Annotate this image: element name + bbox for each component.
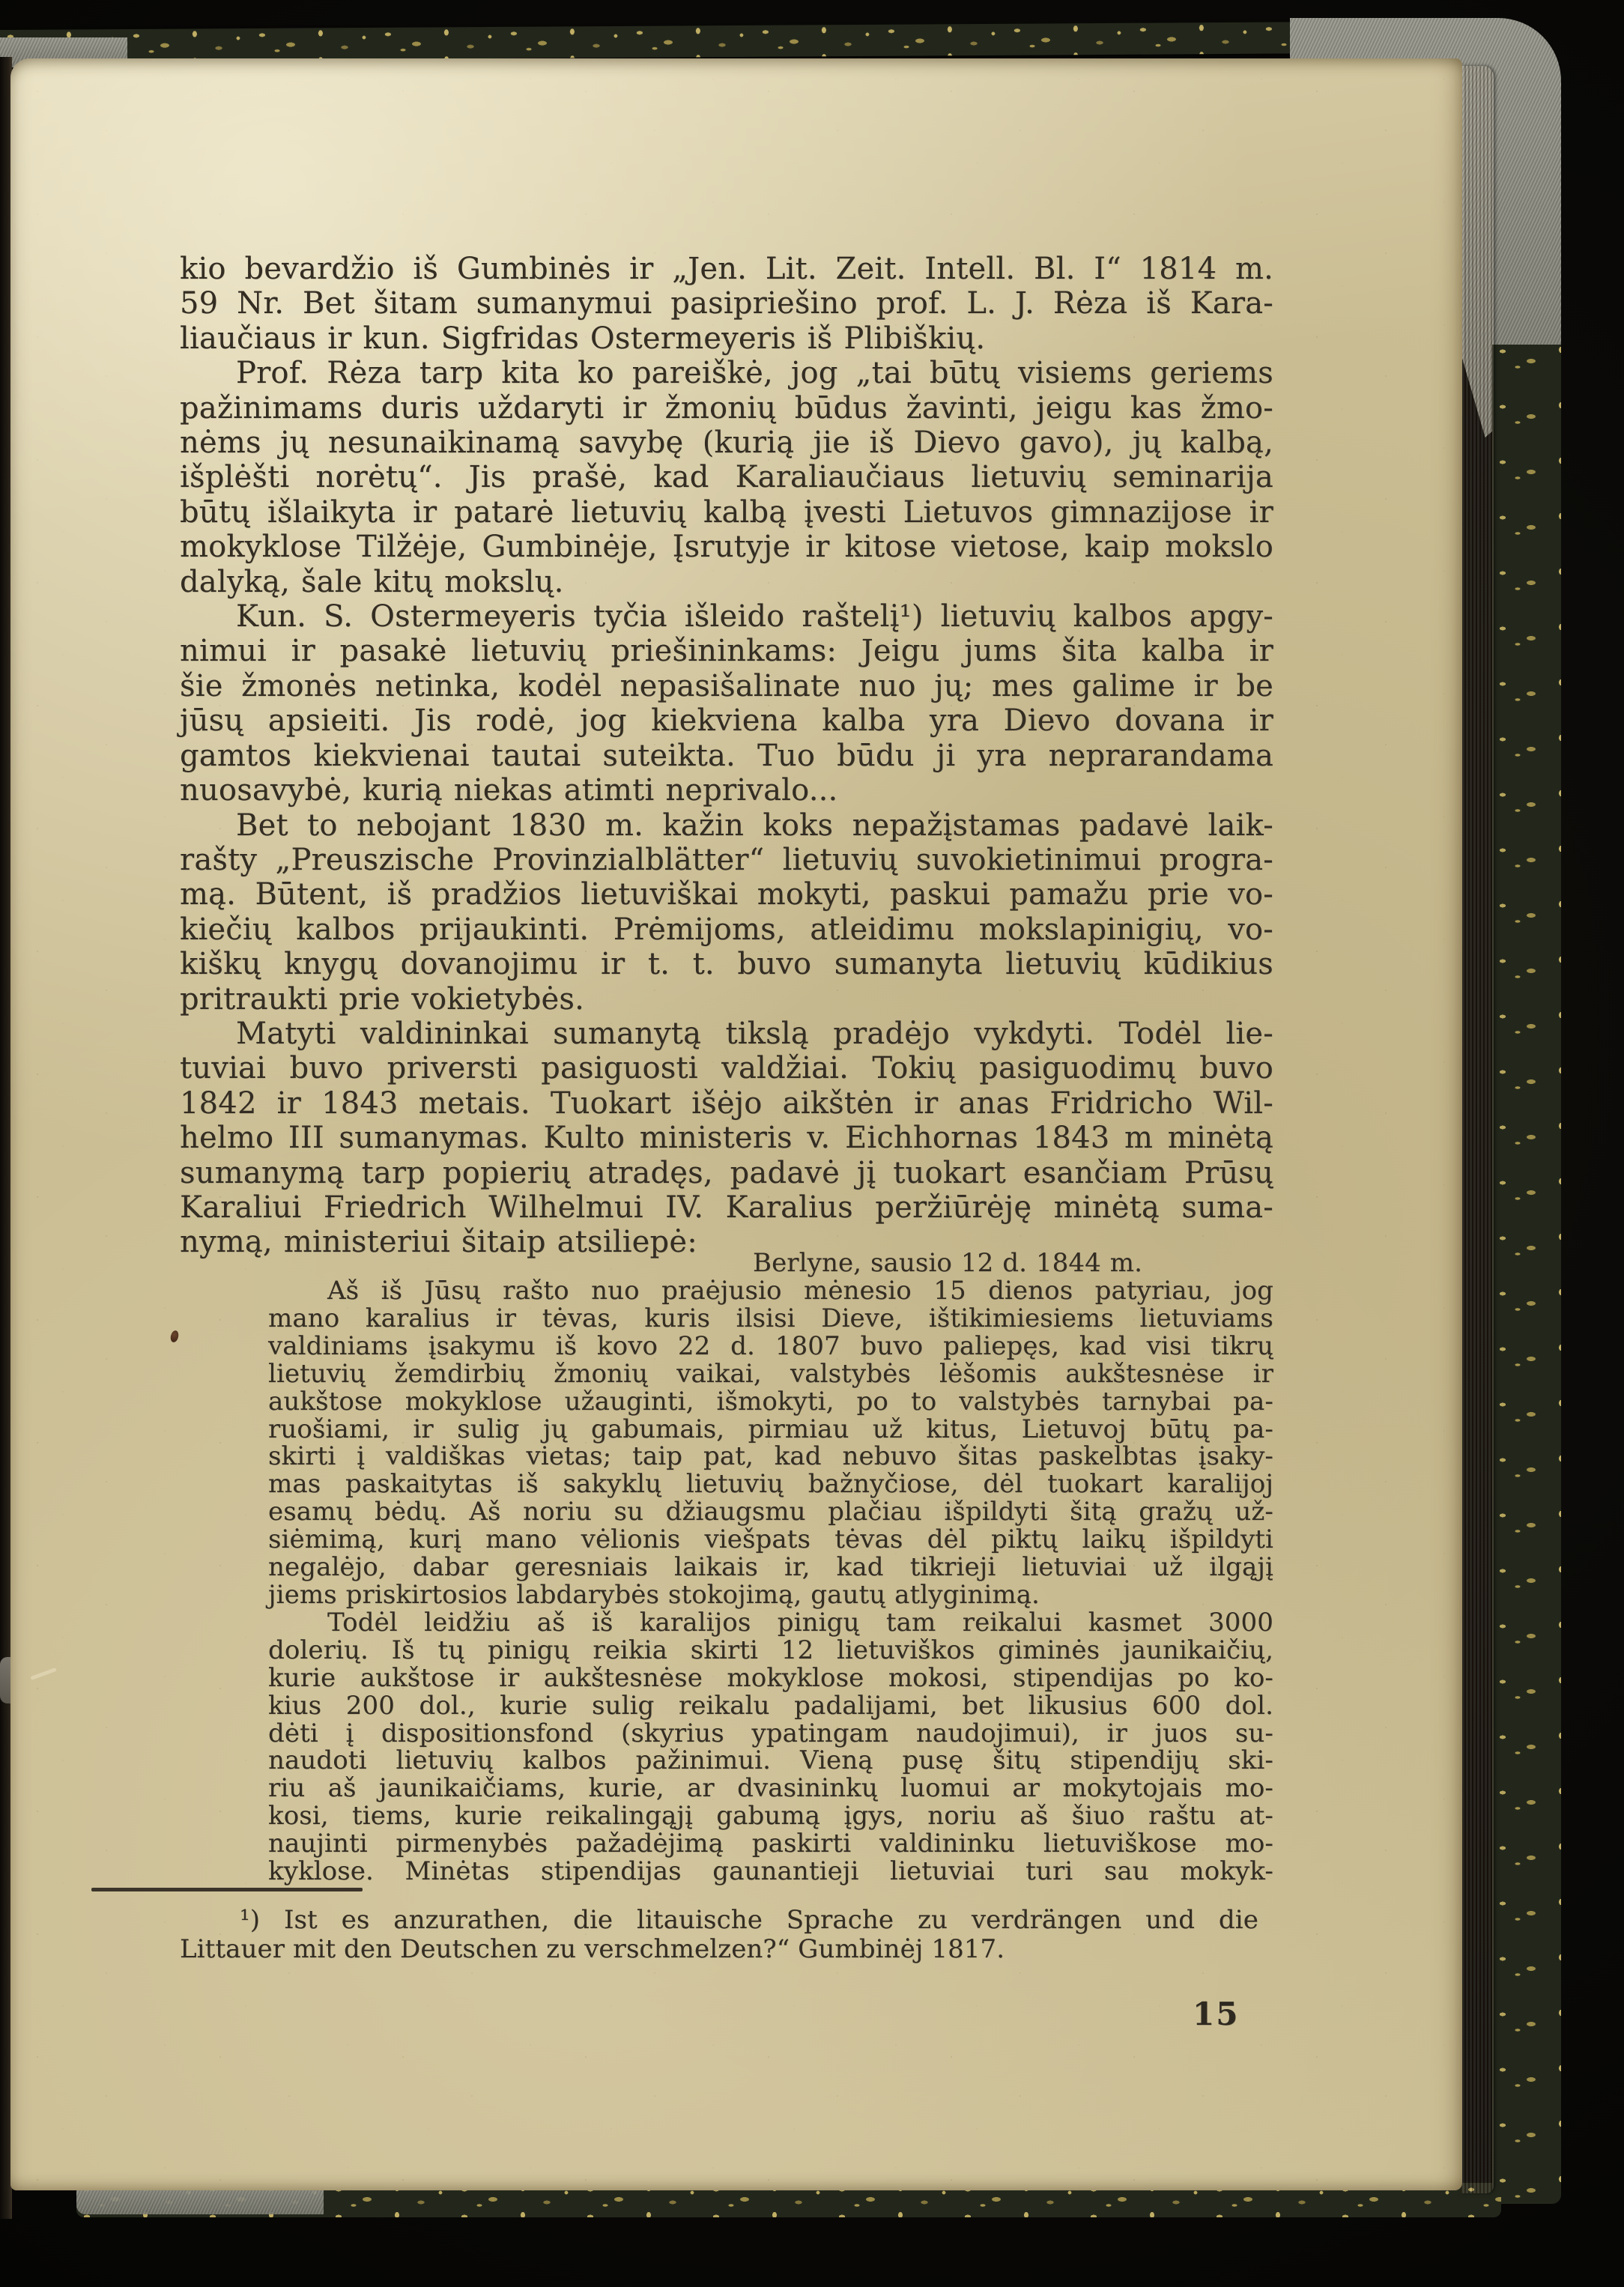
text-line: nimui ir pasakė lietuvių priešininkams: Jeigu jums šita kalba ir [180, 634, 1273, 669]
text-line: dalyką, šale kitų mokslų. [180, 564, 564, 599]
text-line: aukštose mokyklose užauginti, išmokyti, po to valstybės tarnybai pa- [268, 1386, 1273, 1417]
text-line: skirti į valdiškas vietas; taip pat, kad nebuvo šitas paskelbtas įsaky- [268, 1441, 1273, 1472]
text-line: tuviai buvo priversti pasiguosti valdžiai. Tokių pasiguodimų buvo [180, 1051, 1273, 1086]
text-line: ¹) Ist es anzurathen, die litauische Sprache zu verdrängen und die [240, 1905, 1258, 1935]
text-line: liaučiaus ir kun. Sigfridas Ostermeyeris iš Plibiškių. [180, 321, 986, 356]
text-line: gamtos kiekvienai tautai suteikta. Tuo būdu ji yra neprarandama [180, 738, 1273, 773]
letter-block [268, 1249, 1273, 1885]
text-line: Littauer mit den Deutschen zu verschmelzen?“ Gumbinėj 1817. [180, 1934, 1005, 1964]
text-line: nėms jų nesunaikinamą savybę (kurią jie iš Dievo gavo), jų kalbą, [180, 425, 1273, 461]
page-edge-stack [1461, 66, 1494, 2193]
text-line: Kun. S. Ostermeyeris tyčia išleido raštelį¹) lietuvių kalbos apgy- [236, 599, 1273, 634]
text-line: šie žmonės netinka, kodėl nepasišalinate nuo jų; mes galime ir be [180, 668, 1273, 703]
text-line: naujinti pirmenybės pažadėjimą paskirti valdininku lietuviškose mo- [268, 1829, 1273, 1859]
text-line: pažinimams duris uždaryti ir žmonių būdus žavinti, jeigu kas žmo- [180, 390, 1273, 425]
text-line: negalėjo, dabar geresniais laikais ir, kad tikrieji lietuviai už ilgąjį [268, 1552, 1273, 1583]
text-line: mą. Būtent, iš pradžios lietuviškai mokyti, paskui pamažu prie vo- [180, 877, 1273, 912]
book-cover-top-edge [0, 21, 1434, 61]
text-line: kosi, tiems, kurie reikalingąjį gabumą įgys, noriu aš šiuo raštu at- [268, 1801, 1273, 1832]
text-line: nymą, ministeriui šitaip atsiliepė: [180, 1225, 697, 1260]
footnote-separator-rule [91, 1888, 363, 1891]
text-line: kius 200 dol., kurie sulig reikalu padalijami, bet likusius 600 dol. [268, 1690, 1273, 1721]
text-line: kurie aukštose ir aukštesnėse mokyklose mokosi, stipendijas po ko- [268, 1662, 1273, 1693]
footnote-block [180, 1906, 1258, 1964]
text-line: mas paskaitytas iš sakyklų lietuvių bažnyčiose, dėl tuokart karalijoj [268, 1469, 1273, 1500]
text-line: išplėšti norėtų“. Jis prašė, kad Karaliaučiaus lietuvių seminarija [180, 460, 1273, 495]
text-line: ruošiami, ir sulig jų gabumais, pirmiau už kitus, Lietuvoj būtų pa- [268, 1414, 1273, 1444]
text-line: 1842 ir 1843 metais. Tuokart išėjo aikštėn ir anas Fridricho Wil- [180, 1085, 1273, 1121]
text-line: Matyti valdininkai sumanytą tikslą pradėjo vykdyti. Todėl lie- [236, 1016, 1273, 1051]
text-line: Karaliui Friedrich Wilhelmui IV. Karalius peržiūrėję minėtą suma- [180, 1190, 1273, 1225]
text-line: esamų bėdų. Aš noriu su džiaugsmu plačiau išpildyti šitą gražų už- [268, 1497, 1273, 1527]
main-text-block [180, 252, 1273, 1260]
book-cover-right-edge [1492, 345, 1561, 2204]
text-line: būtų išlaikyta ir patarė lietuvių kalbą įvesti Lietuvos gimnazijose ir [180, 494, 1273, 530]
text-line: kiečių kalbos prijaukinti. Prėmijoms, atleidimu mokslapinigių, vo- [180, 912, 1273, 947]
text-line: dėti į dispositionsfond (skyrius ypatingam naudojimui), ir juos su- [268, 1718, 1273, 1748]
letter-lines [268, 1277, 1273, 1885]
text-line: nuosavybė, kurią niekas atimti neprivalo... [180, 773, 838, 808]
text-line: Todėl leidžiu aš iš karalijos pinigų tam reikalui kasmet 3000 [327, 1607, 1273, 1638]
text-line: rašty „Preuszische Provinzialblätter“ lietuvių suvokietinimui progra- [180, 842, 1273, 877]
text-line: jiems priskirtosios labdarybės stokojimą, gautų atlyginimą. [268, 1579, 1040, 1610]
text-line: 59 Nr. Bet šitam sumanymui pasipriešino prof. L. J. Rėza iš Kara- [180, 286, 1273, 321]
text-line: mokyklose Tilžėje, Gumbinėje, Įsrutyje ir kitose vietose, kaip mokslo [180, 530, 1273, 565]
text-line: Prof. Rėza tarp kita ko pareiškė, jog „tai būtų visiems geriems [236, 356, 1273, 391]
text-line: riu aš jaunikaičiams, kurie, ar dvasininkų luomui ar mokytojais mo- [268, 1773, 1273, 1804]
text-line: sumanymą tarp popierių atradęs, padavė jį tuokart esančiam Prūsų [180, 1155, 1273, 1190]
text-line: jūsų apsieiti. Jis rodė, jog kiekviena kalba yra Dievo dovana ir [180, 703, 1273, 739]
text-line: Bet to nebojant 1830 m. kažin koks nepažįstamas padavė laik- [236, 808, 1273, 843]
letter-dateline: Berlyne, sausio 12 d. 1844 m. [753, 1248, 1143, 1278]
text-line: Aš iš Jūsų rašto nuo praėjusio mėnesio 15 dienos patyriau, jog [327, 1276, 1273, 1306]
text-line: mano karalius ir tėvas, kuris ilsisi Dieve, ištikimiesiems lietuviams [268, 1303, 1273, 1333]
text-line: kiškų knygų dovanojimu ir t. t. buvo sumanyta lietuvių kūdikius [180, 947, 1273, 982]
page-number: 15 [1193, 1996, 1240, 2032]
text-line: helmo III sumanymas. Kulto ministeris v. Eichhornas 1843 m minėtą [180, 1121, 1273, 1156]
text-line: dolerių. Iš tų pinigų reikia skirti 12 lietuviškos giminės jaunikaičių, [268, 1635, 1273, 1665]
text-line: kyklose. Minėtas stipendijas gaunantieji lietuviai turi sau mokyk- [268, 1856, 1273, 1887]
text-line: pritraukti prie vokietybės. [180, 981, 585, 1017]
text-line: siėmimą, kurį mano vėlionis viešpats tėvas dėl piktų laikų išpildyti [268, 1524, 1273, 1555]
text-line: valdiniams įsakymu iš kovo 22 d. 1807 buvo paliepęs, kad visi tikrų [268, 1330, 1273, 1361]
text-line: lietuvių žemdirbių žmonių vaikai, valstybės lėšomis aukštesnėse ir [268, 1358, 1273, 1389]
text-line: kio bevardžio iš Gumbinės ir „Jen. Lit. Zeit. Intell. Bl. I“ 1814 m. [180, 252, 1273, 286]
text-line: naudoti lietuvių kalbos pažinimui. Vieną pusę šitų stipendijų ski- [268, 1745, 1273, 1776]
